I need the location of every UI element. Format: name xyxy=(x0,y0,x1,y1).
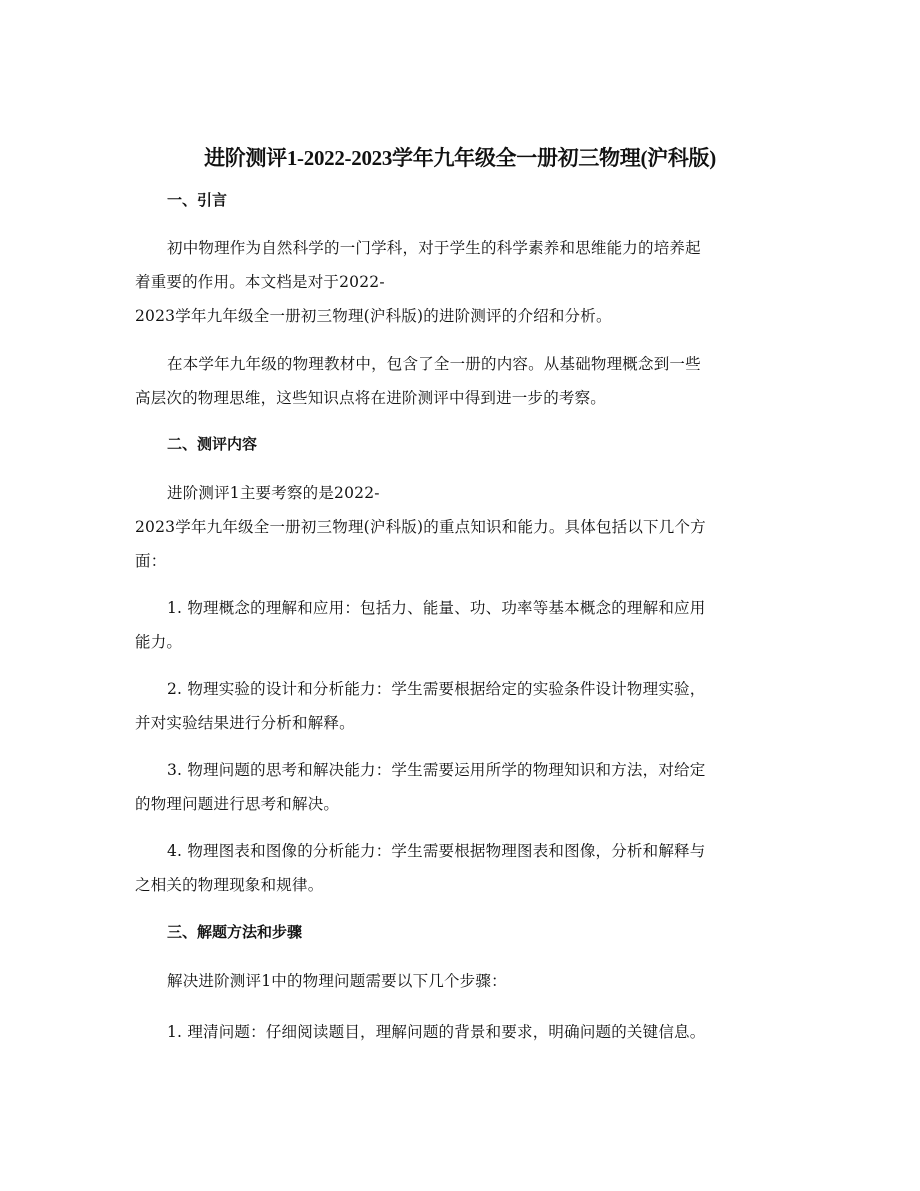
paragraph-line: 2023学年九年级全一册初三物理(沪科版)的重点知识和能力。具体包括以下几个方 xyxy=(135,518,706,536)
paragraph-line: 能力。 xyxy=(135,633,183,651)
list-item-4 xyxy=(135,834,785,902)
section-heading-methods-steps: 三、解题方法和步骤 xyxy=(167,923,303,941)
paragraph-line: 解决进阶测评1中的物理问题需要以下几个步骤： xyxy=(167,972,507,990)
document-title: 进阶测评1-2022-2023学年九年级全一册初三物理(沪科版) xyxy=(204,146,716,170)
paragraph-line: 2023学年九年级全一册初三物理(沪科版)的进阶测评的介绍和分析。 xyxy=(135,307,612,325)
paragraph-line: 高层次的物理思维，这些知识点将在进阶测评中得到进一步的考察。 xyxy=(135,389,607,407)
list-item-1 xyxy=(135,591,785,659)
paragraph-line: 3. 物理问题的思考和解决能力：学生需要运用所学的物理知识和方法，对给定 xyxy=(167,761,706,779)
list-item-3 xyxy=(135,753,785,821)
paragraph-line: 1. 物理概念的理解和应用：包括力、能量、功、功率等基本概念的理解和应用 xyxy=(167,599,706,617)
list-item-2 xyxy=(135,672,785,740)
paragraph-line: 着重要的作用。本文档是对于2022- xyxy=(135,273,385,291)
paragraph-intro-1 xyxy=(135,231,785,333)
paragraph-content-overview xyxy=(135,476,785,578)
paragraph-line: 的物理问题进行思考和解决。 xyxy=(135,795,340,813)
paragraph-line: 2. 物理实验的设计和分析能力：学生需要根据给定的实验条件设计物理实验， xyxy=(167,680,706,698)
paragraph-steps-intro xyxy=(135,964,785,998)
paragraph-line: 之相关的物理现象和规律。 xyxy=(135,876,324,894)
paragraph-line: 4. 物理图表和图像的分析能力：学生需要根据物理图表和图像，分析和解释与 xyxy=(167,842,706,860)
paragraph-line: 面： xyxy=(135,552,167,570)
section-heading-assessment-content: 二、测评内容 xyxy=(167,435,258,453)
paragraph-line: 1. 理清问题：仔细阅读题目，理解问题的背景和要求，明确问题的关键信息。 xyxy=(167,1023,706,1041)
paragraph-line: 并对实验结果进行分析和解释。 xyxy=(135,714,355,732)
paragraph-line: 在本学年九年级的物理教材中，包含了全一册的内容。从基础物理概念到一些 xyxy=(167,355,701,373)
step-item-1 xyxy=(135,1015,785,1049)
paragraph-intro-2 xyxy=(135,347,785,415)
paragraph-line: 初中物理作为自然科学的一门学科，对于学生的科学素养和思维能力的培养起 xyxy=(167,239,701,257)
paragraph-line: 进阶测评1主要考察的是2022- xyxy=(167,484,380,502)
section-heading-introduction: 一、引言 xyxy=(167,191,228,209)
